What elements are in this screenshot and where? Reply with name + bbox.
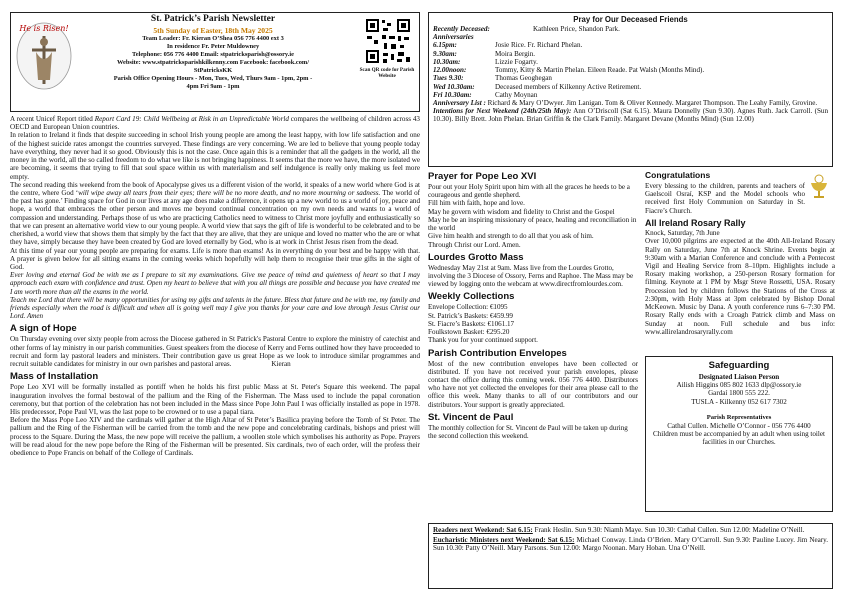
lourdes-body: Wednesday May 21st at 9am. Mass live from the Lourdes Grotto, involving the 3 Diocese of Ossory, Ferns and Raphoe. The Mass may be viewed by logging onto the webcam at www.directfromlourdes.com. (428, 263, 634, 289)
middle-column (428, 171, 638, 517)
sign-of-hope-body (10, 335, 420, 368)
readers-value: Frank Heslin. Sun 9.30: Niamh Maye. Sun 10.30: Cathal Cullen. Sun 12.00: Madeline O’Neill. (532, 526, 805, 534)
anniversary-list (433, 99, 828, 107)
collection-line: Thank you for your continued support. (428, 336, 538, 345)
report-p3-c: The world of the past has gone.’ Finding space for God in our lives at any age does make a difference, it opens up a new world to us a world of joy, peace and hope, a world that embraces the other person and moves me beyond continual concentration on my own needs and wants to a world of compassion and understanding. Perhaps those of us who are practicing Catholics need to witness to Christ more joyfully and enthusiastically so that we can present an alternative world view to our young people. A world view that says the gift of life is wonderful to be celebrated and to be cherished, a world view that shows them that simply by the fact that they are alive, that they are unique and loved no matter who the are or what they have, simply because they have been created by God are loved eternally by God, who is at work in Christ Jesus risen from the dead. (10, 188, 420, 247)
recently-label: Recently Deceased: (433, 25, 490, 34)
readers-label: Readers next Weekend: Sat 6.15: (433, 526, 533, 534)
envelopes-body: Most of the new contribution envelopes have been collected or distributed. If you have not received your parish envelopes, please contact the office during this coming week. 056 776 4400. Distributors who have not yet collected the envelopes for their area please call to the office this week. Many thanks to all of our contributors and our distributors. Your support is greatly appreciated. (428, 359, 638, 409)
report-intro-c: compares the wellbeing of children across 43 OECD and European Union countries. (10, 115, 420, 132)
ministers-box (428, 523, 833, 589)
mass-installation-p2: Before the Mass Pope Leo XIV and the cardinals will gather at the High Altar of St Peter’s Basilica praying before the Tomb of St Peter. The pallium and the Ring of the Fisherman will be carried from the tomb and the new pope and concelebrating cardinals, bishops and priest will process to the Square. During the Mass, the new pope will receive the pallium, a woollen stole which symbolises his authority as Pope. Prayers will be read aloud for the new pope before the Ring of the Fisherman will be presented. Six cardinals, two of each order, will the profess their obedience to Pope Francis on behalf of the College of Cardinals. (10, 416, 420, 458)
telephone-email: Telephone: 056 776 4400 Email: stpatricksparish@ossory.ie (132, 51, 294, 59)
congrats-title: Congratulations (645, 171, 711, 180)
team-leader: Team Leader: Fr. Kieran O’Shea 056 776 4400 ext 3 (142, 35, 284, 43)
envelopes-title: Parish Contribution Envelopes (428, 347, 567, 359)
rosary-title: All Ireland Rosary Rally (645, 217, 746, 228)
report-intro-a: A recent Unicef Report titled (10, 115, 95, 123)
liaison-contact: Ailish Higgins 085 802 1633 dlp@ossory.ie (676, 381, 802, 390)
anniversary-names: Thomas Geoghegan (495, 74, 552, 83)
anniversary-row (433, 74, 828, 82)
toilet-note: Children must be accompanied by an adult when using toilet facilities in our Churches. (653, 429, 825, 446)
office-hours: Parish Office Opening Hours - Mon, Tues, Wed, Thurs 9am - 1pm, 2pm - (113, 74, 313, 82)
qr-code[interactable] (364, 17, 412, 65)
anniversary-time: 6.15pm: (433, 41, 457, 50)
report-paragraph-3 (10, 181, 420, 247)
vincent-body: The monthly collection for St. Vincent de Paul will be taken up during the second collection this weekend. (428, 423, 628, 441)
anniversary-time: 9.30am: (433, 49, 457, 58)
chalice-icon (807, 174, 831, 200)
he-is-risen-logo (14, 22, 74, 96)
anniversary-time: Wed 10.30am: (433, 82, 475, 91)
website-link[interactable]: Website: www.stpatricksparishkilkenny.com Facebook: facebook.com/ (116, 58, 310, 66)
anniversary-time: Fri 10.30am: (433, 90, 472, 99)
anniversary-names: Tommy, Kitty & Martin Phelan. Eileen Reade. Pat Walsh (Months Mind). (495, 66, 705, 75)
report-title: Report Card 19: Child Wellbeing at Risk in an Unpredictable World (94, 115, 289, 123)
report-p3-a: The second reading this weekend from the book of Apocalypse gives us a different vision of the world, it speaks of a new world where God is at the centre, where God ‘ (10, 180, 420, 197)
eucharistic-label: Eucharistic Ministers next Weekend: Sat 6.15: (433, 536, 575, 545)
newsletter-title: St. Patrick’s Parish Newsletter (150, 14, 276, 24)
right-column (645, 171, 835, 351)
anniversary-row (433, 83, 828, 91)
anniversary-time: 12.00noon: (433, 66, 467, 75)
anniversary-names: Moira Bergin. (495, 49, 536, 58)
gardai-contact: Gardaí 1800 555 222. (708, 389, 770, 398)
anniversary-time: 10.30am: (433, 57, 461, 66)
qr-code-icon (364, 17, 412, 65)
sign-of-hope-signoff: Kieran (271, 360, 291, 369)
safeguarding-title: Safeguarding (708, 360, 770, 371)
rosary-body: Over 10,000 pilgrims are expected at the 40th All-Ireland Rosary Rally on Saturday, June 7th at Knock Shrine. Events begin at 9:30am with a Marian Conference and conclude with a Pentecost Vigil and Healing Service from 8–10pm. Highlights include a Rosary making workshop, a 250-person Rosary formation for filming. Keynote at 1 PM by Msgr Steve Rossetti, USA. Rosary Procession led by children follows the Stations of the Cross at 2:30pm, with Holy Mass at 3pm celebrated by Bishop Donal McKeown. Music by Dana. A youth conference runs 6–7:30 PM. Rosary Rally ends with a Croagh Patrick climb and Mass on Sunday at noon. Full schedule and bus info: www.allirelandrosaryrally.com (645, 237, 835, 336)
report-paragraph-4: At this time of year our young people are preparing for exams. Life is more than exams! As in everything do your best and be happy with that. A prayer is given below for all sitting exams in the coming weeks which hopefully will help them to recognise their true gifts in the sight of God. (10, 246, 420, 271)
anniversary-rows (433, 41, 828, 99)
anniversary-row (433, 50, 828, 58)
collection-line: Envelope Collection: €1095 (428, 303, 508, 312)
recently-value: Kathleen Price, Shandon Park. (533, 25, 620, 34)
qr-caption: Scan QR code for Parish Website (359, 67, 415, 80)
anniv-list-value: Richard & Mary O’Dwyer. Jim Lanigan. Tom & Oliver Kennedy. Margaret Thompson. The Leahy Family, Grovine. (485, 99, 818, 107)
anniversary-row (433, 91, 828, 99)
collection-line: St. Fiacre’s Baskets: €1061.17 (428, 319, 515, 328)
anniv-list-label: Anniversary List : (433, 99, 486, 107)
mass-installation-p1: Pope Leo XVI will be formally installed as pontiff when he holds his first public Mass at St. Peter's Square this weekend. The papal inauguration involves the formal bestowal of the pallium and the Ring of the Fisherman. The Mass used to include the papal coronation ceremony, but that portion of the celebration has not been included in the Mass since Pope John Paul I was officially installed as pope in 1978. His predecessor, Pope Paul VI, was the last pope to be crowned or to use a papal tiara. (10, 383, 420, 417)
collections-list (428, 303, 638, 344)
mass-installation-title: Mass of Installation (10, 371, 99, 383)
reps-names: Cathal Cullen. Michelle O’Connor - 056 776 4400 (667, 421, 811, 430)
rosary-date: Knock, Saturday, 7th June (645, 229, 720, 238)
header-text (84, 14, 342, 91)
exam-prayer-2: Teach me Lord that there will be many opportunities for using my gifts and talents in the future. Bless that future and be with me, my family and friends especially when the road is difficult and when all is going well may I give you thanks for your care and love through Jesus Christ our Lord. Amen (10, 295, 420, 321)
intentions-value: Ann O’Driscoll (Sat 6.15). Maura Donnelly (Sun 9.30). Agnes Ruth. Jack Carroll. (Sun 10.30). Billy Brett. John Phelan. Brian Griffin & the Clark Family. Margaret Devane (Months Mind) (Sun 12.00) (433, 107, 828, 124)
sign-of-hope-title: A sign of Hope (10, 323, 77, 335)
collection-line: St. Patrick’s Baskets: €459.99 (428, 311, 513, 320)
lourdes-title: Lourdes Grotto Mass (428, 251, 524, 263)
eucharistic-value: Michael Conway. Linda O’Brien. Mary O’Carroll. Sun 9.30: Pauline Lucey. Jim Neary. Sun 10.30: Patty O’Neill. Mary Parsons. Sun 12.00: Margo Noonan. Mary Hoban. Una O’Neill. (433, 536, 828, 553)
collection-line: Foulkstown Basket: €295.20 (428, 328, 510, 337)
anniversary-time: Tues 9.30: (433, 74, 464, 83)
safeguarding-box (645, 356, 833, 512)
report-p3-quote: will wipe away all tears from their eyes; there will be no more death, and no more mourning or sadness. (78, 188, 381, 197)
intentions-label: Intentions for Next Weekend (24th/25th May): (433, 107, 572, 116)
anniversary-names: Josie Rice. Fr. Richard Phelan. (495, 41, 583, 50)
intentions (433, 107, 828, 123)
tusla-contact: TUSLA - Kilkenny 052 617 7302 (691, 397, 787, 406)
prayer-pope-title: Prayer for Pope Leo XVI (428, 171, 537, 182)
date-line: 5th Sunday of Easter, 18th May 2025 (153, 25, 273, 35)
anniversaries-label: Anniversaries (433, 33, 474, 42)
anniversary-names: Lizzie Fogarty. (495, 57, 538, 66)
vincent-title: St. Vincent de Paul (428, 411, 514, 423)
report-intro (10, 115, 420, 131)
anniversary-names: Cathy Moynan (495, 90, 538, 99)
recently-deceased (433, 25, 828, 33)
sign-of-hope-text: On Thursday evening over sixty people from across the Diocese gathered in St Patrick's Pastoral Centre to explore the ministry of catechist and other forms of lay ministry in our parish communities. Guest speakers from the diocese of Kerry and Ferns outlined how they have proceeded to recruit and form lay pastoral leaders and ministers. Their contribution gave us great Hope as we look to introduce similar programmes and recruit suitable candidates for ministry in our own parishes and pastoral areas. (10, 335, 420, 369)
logo-text: He is Risen! (19, 24, 69, 33)
anniversary-row (433, 58, 828, 66)
in-residence: In residence Fr. Peter Muldowney (166, 43, 260, 51)
report-paragraph-2: In relation to Ireland it finds that despite succeeding in school Irish young people are among the least happy, with low life satisfaction and one of the highest suicide rates amongst the countries surveyed. These findings are very concerning. We are led to believe that young people today have everything, they never had it so good. Obviously this is not the case. Once again this is a reminder that all the gadgets in the world, all the money in the world, all the so called freedom to do what we like is not bringing happiness. It seems that the more we have, the more isolated we are becoming, it seems that trying to fill that soul space within us with materialism and self indulgence is really only making us feel more empty. (10, 131, 420, 181)
reps-title: Parish Representatives (706, 413, 772, 421)
congrats-body: Every blessing to the children, parents and teachers of Gaelscoil Osraí, KSP and the Model schools who received first Holy Communion on Saturday in St. Fiacre’s Church. (645, 181, 805, 215)
collections-title: Weekly Collections (428, 291, 515, 303)
anniversary-names: Deceased members of Kilkenny Active Retirement. (495, 82, 642, 91)
office-hours-2: 4pm Fri 9am - 1pm (186, 82, 240, 90)
left-column (10, 115, 420, 593)
liaison-title: Designated Liaison Person (698, 373, 780, 382)
deceased-friends-box (428, 12, 833, 167)
readers-line (433, 526, 828, 534)
eucharistic-line (433, 536, 828, 552)
deceased-title: Pray for Our Deceased Friends (573, 15, 688, 24)
anniversary-row (433, 66, 828, 74)
facebook-link[interactable]: StPatricksKK (193, 66, 233, 74)
prayer-pope-body: Pour out your Holy Spirit upon him with all the graces he heeds to be a courageous and gentle shepherd. Fill him with faith, hope and love. May he govern with wisdom and fidelity to Christ and the Gospel May he be an inspiring missionary of peace, healing and reconciliation in the world Give him health and strength to do all that you ask of him. Through Christ our Lord. Amen. (428, 183, 637, 249)
exam-prayer-1: Ever loving and eternal God be with me as I prepare to sit my examinations. Give me peace of mind and quietness of heart so that I may approach each exam with confidence and trust. Open my heart to believe that with you all things are possible and because you have created me I am worth more than all the exams in the world. (10, 271, 420, 296)
anniversary-row (433, 41, 828, 49)
